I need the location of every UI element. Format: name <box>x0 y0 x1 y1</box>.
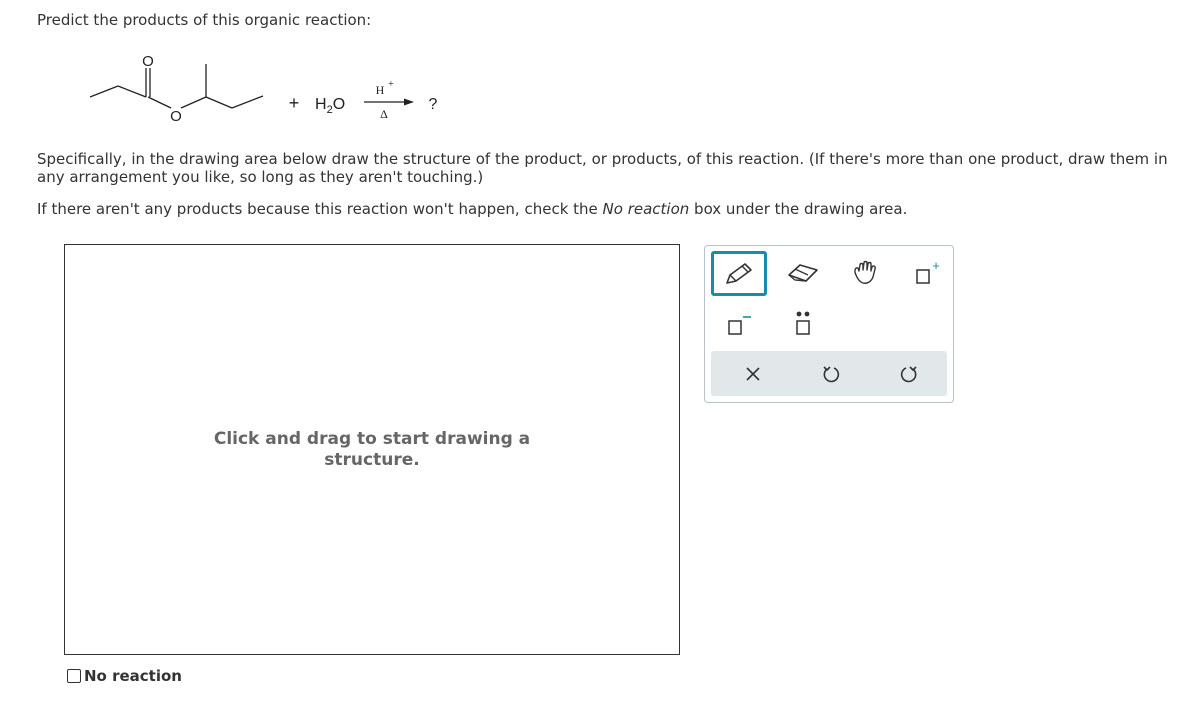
carbonyl-oxygen-label: O <box>142 53 154 70</box>
reaction-arrowhead <box>404 99 414 106</box>
reaction-scheme <box>80 48 480 138</box>
negative-charge-icon <box>721 309 753 337</box>
clear-button[interactable] <box>727 353 779 395</box>
no-reaction-option <box>67 667 182 685</box>
eraser-tool-button[interactable] <box>777 252 829 294</box>
clear-icon <box>744 365 762 383</box>
instruction-paragraph: Specifically, in the drawing area below draw the structure of the product, or products, of this reaction. (If there's more than one product, draw them in any arrangement you like, so long as they aren't touching.) <box>37 150 1168 186</box>
heat-delta: Δ <box>380 107 388 121</box>
positive-charge-icon <box>911 259 943 287</box>
lone-pair-button[interactable] <box>777 302 829 344</box>
reaction-structure <box>80 48 480 138</box>
plus-sign: + <box>288 93 300 113</box>
eraser-icon <box>786 262 820 284</box>
catalyst-plus: + <box>388 79 394 90</box>
hand-icon <box>850 259 880 287</box>
no-reaction-checkbox[interactable] <box>67 669 81 683</box>
pencil-tool-button[interactable] <box>711 251 767 296</box>
hand-tool-button[interactable] <box>839 252 891 294</box>
negative-charge-button[interactable] <box>711 302 763 344</box>
undo-icon <box>821 364 841 384</box>
redo-icon <box>899 364 919 384</box>
water-reagent: $H_2O$ <box>315 96 346 116</box>
svg-text:+: + <box>932 259 940 273</box>
ester-skeleton <box>90 64 263 108</box>
no-reaction-label[interactable]: No reaction <box>84 667 182 685</box>
ester-oxygen-label: O <box>170 108 182 125</box>
lone-pair-icon <box>787 307 819 339</box>
product-question-mark: ? <box>428 96 438 113</box>
catalyst-h: H <box>375 83 385 97</box>
positive-charge-button[interactable] <box>901 252 953 294</box>
pencil-icon <box>723 261 755 287</box>
action-bar <box>711 351 947 396</box>
undo-button[interactable] <box>805 353 857 395</box>
no-reaction-instruction: If there aren't any products because this reaction won't happen, check the No reaction box under the drawing area. <box>37 200 908 218</box>
redo-button[interactable] <box>883 353 935 395</box>
drawing-canvas[interactable] <box>64 244 680 655</box>
canvas-hint-text: Click and drag to start drawing a structure. <box>213 429 531 470</box>
question-prompt: Predict the products of this organic reaction: <box>37 11 372 29</box>
drawing-toolbar <box>704 245 954 403</box>
